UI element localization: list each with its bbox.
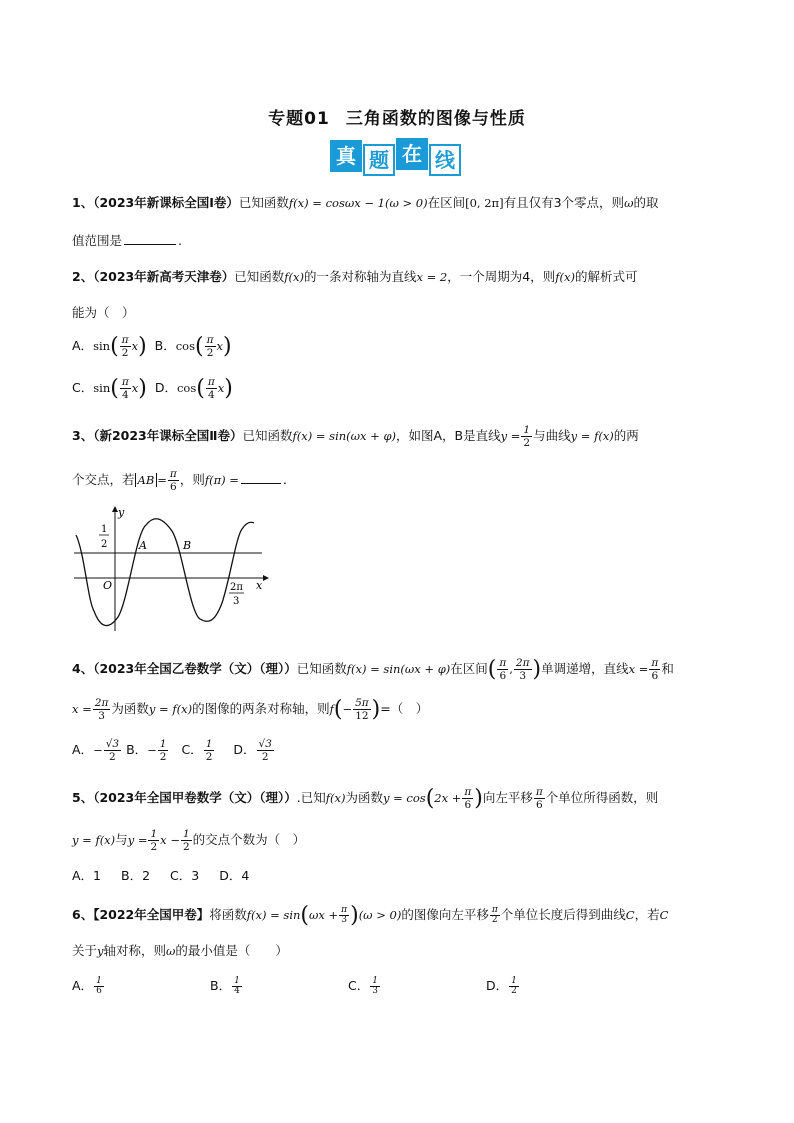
- q5-l2-num: 1: [182, 828, 190, 840]
- q6-inner-den: 3: [341, 915, 347, 925]
- q2-options-row-1: A．sin( $\frac{\pi}{2}$ x) B．cos( $\frac{\pi}{2}$ x): [72, 334, 232, 359]
- q2-number: 2、: [72, 269, 94, 284]
- q2-func: f(x): [284, 270, 304, 284]
- q2-option-b-fn: cos: [175, 339, 195, 353]
- q3-func: f(x) = sin(ωx + φ): [292, 429, 396, 443]
- q6-text-g: 的最小值是（ ）: [175, 943, 288, 958]
- q6-inner: ωx +: [309, 908, 339, 922]
- q4-x1-num: π: [651, 657, 659, 669]
- q5-text-a: .已知: [296, 790, 326, 805]
- q6-shift-den: 2: [491, 915, 498, 925]
- q4-option-b-den: 2: [159, 751, 167, 763]
- q4-text-a: 已知函数: [296, 661, 347, 676]
- q4-option-a-den: 2: [109, 751, 116, 763]
- q2-option-a-num: π: [121, 334, 129, 346]
- q4-option-b-num: 1: [159, 738, 167, 750]
- graph-tick-num: 2π: [230, 582, 243, 593]
- q1-text-b: 在区间: [427, 195, 466, 210]
- q4-interval-2-den: 3: [519, 670, 527, 682]
- q4-number: 4、: [72, 661, 94, 676]
- q6-func: f(x) = sin: [246, 908, 301, 922]
- q4-option-d-label[interactable]: D．: [233, 742, 256, 757]
- q5-inner-den: 6: [464, 799, 472, 811]
- q3-text-e: 个交点，若: [72, 472, 135, 487]
- q5-options: [72, 866, 249, 884]
- q4-text-g: =（ ）: [380, 701, 429, 716]
- q6-option-a-label: A．: [72, 978, 94, 993]
- graph-tick-den: 3: [233, 596, 240, 607]
- q4-option-a-sign: −: [93, 743, 103, 757]
- q5-number: 5、: [72, 790, 94, 805]
- q3-text-b: ，如图A，B是直线: [395, 428, 501, 443]
- q2-text-d: 的解析式可: [574, 269, 638, 284]
- title-prefix: 专题01: [268, 109, 330, 129]
- q6-y: y: [97, 944, 104, 958]
- q4-text-b: 在区间: [450, 661, 488, 676]
- q3-ab: AB: [135, 473, 158, 487]
- q5-text-f: 的交点个数为（ ）: [192, 832, 306, 847]
- q1-number: 1、: [72, 195, 94, 210]
- q5-y: y = cos: [382, 791, 426, 805]
- q1-text-d: 的取: [633, 195, 659, 210]
- q1-omega: ω: [624, 196, 634, 210]
- q4-f: f: [329, 702, 334, 716]
- q4-option-b-label[interactable]: B．: [126, 742, 148, 757]
- q2-option-c-x: x: [131, 381, 139, 395]
- q6-text-d: ，若: [634, 907, 660, 922]
- q6-option-b[interactable]: [210, 976, 243, 996]
- q3-source: （新2023年课标全国Ⅱ卷）: [93, 428, 243, 443]
- q6-text-a: 将函数: [209, 907, 247, 922]
- question-2-line-2: [72, 303, 135, 321]
- q2-option-a-x: x: [131, 339, 139, 353]
- badge-char-2: 题: [363, 144, 395, 176]
- q3-text-a: 已知函数: [242, 428, 293, 443]
- q6-option-c-label: C．: [348, 978, 370, 993]
- question-3-line-2: [72, 468, 295, 493]
- q2-axis: x = 2: [416, 270, 448, 284]
- q4-arg-sign: −: [342, 702, 353, 716]
- q3-number: 3、: [72, 428, 94, 443]
- q5-option-a[interactable]: A．1: [72, 868, 102, 883]
- q6-option-b-label: B．: [210, 978, 232, 993]
- q4-x2-den: 3: [98, 710, 105, 722]
- question-4-line-1: 4、（2023年全国乙卷数学（文）（理））已知函数f(x) = sin(ωx + φ)在区间( $\frac{\pi}{6}$ , $\frac{2\pi}{3}$ )单调递增，直线x = $\frac{\pi}{6}$ 和: [72, 657, 674, 682]
- q3-sine-graph: [70, 503, 270, 638]
- badge-char-3: 在: [396, 138, 428, 170]
- q6-option-a-den: 6: [96, 986, 102, 996]
- q1-answer-blank[interactable]: [124, 233, 176, 245]
- q1-text-a: 已知函数: [238, 195, 289, 210]
- question-1-line-1: [72, 193, 658, 211]
- q4-source: （2023年全国乙卷数学（文）（理））: [93, 661, 297, 676]
- question-6-line-2: [72, 941, 288, 959]
- q1-func: f(x) = cosωx − 1(ω > 0): [288, 196, 428, 210]
- title-main: 三角函数的图像与性质: [345, 109, 526, 129]
- q6-option-b-den: 4: [234, 986, 240, 996]
- q5-text-b: 为函数: [345, 790, 383, 805]
- q6-option-a[interactable]: [72, 976, 105, 996]
- q2-option-c-fn: sin: [93, 381, 111, 395]
- graph-point-b: B: [183, 539, 192, 552]
- q2-option-b-num: π: [206, 334, 214, 346]
- q6-number: 6、: [72, 907, 94, 922]
- q2-option-b-label[interactable]: B．: [154, 338, 176, 353]
- q2-text-b: 的一条对称轴为直线: [303, 269, 417, 284]
- q4-text-e: 为函数: [111, 701, 149, 716]
- q6-source: 【2022年全国甲卷】: [93, 907, 210, 922]
- q6-omega: ω: [166, 944, 176, 958]
- q2-text-e: 能为（ ）: [72, 305, 135, 320]
- q3-text-d: 的两: [613, 428, 639, 443]
- q2-options-row-2: C．sin( $\frac{\pi}{4}$ x) D．cos( $\frac{\pi}{4}$ x): [72, 376, 233, 401]
- q4-interval-comma: ,: [509, 662, 513, 676]
- q5-curve: y = f(x): [72, 833, 116, 847]
- q4-arg-den: 12: [355, 710, 369, 722]
- q4-option-a-num: √3: [105, 738, 120, 750]
- q6-text-b: 的图像向左平移: [401, 907, 489, 922]
- q5-text-d: 个单位所得函数，则: [545, 790, 659, 805]
- q2-option-c-den: 4: [121, 389, 129, 401]
- q3-curve: y = f(x): [570, 429, 614, 443]
- badge-char-1: 真: [330, 140, 362, 172]
- page-title: [0, 104, 794, 129]
- q4-arg-num: 5π: [355, 697, 369, 709]
- q5-l-den: 2: [150, 841, 158, 853]
- graph-x-label: x: [256, 579, 263, 592]
- q5-option-c[interactable]: C．3: [170, 868, 200, 883]
- q5-l-num: 1: [150, 828, 158, 840]
- graph-point-a: A: [139, 539, 147, 552]
- question-5-line-1: 5、（2023年全国甲卷数学（文）（理））.已知f(x)为函数y = cos(2x + $\frac{\pi}{6}$ )向左平移 $\frac{\pi}{6}$ 个单位所得函数，则: [72, 786, 659, 811]
- q4-options: [72, 738, 275, 763]
- q4-option-d-den: 2: [261, 751, 269, 763]
- q6-option-d-num: 1: [511, 976, 517, 986]
- q4-x2: x =: [72, 702, 92, 716]
- q2-text-a: 已知函数: [234, 269, 285, 284]
- q4-interval-2-num: 2π: [515, 657, 530, 669]
- graph-origin-label: O: [103, 579, 113, 592]
- q2-option-a-fn: sin: [93, 339, 111, 353]
- q4-text-c: 单调递增，直线: [541, 661, 629, 676]
- q5-shift-num: π: [535, 786, 543, 798]
- q2-source: （2023年新高考天津卷）: [93, 269, 235, 284]
- q2-option-b-x: x: [216, 339, 223, 353]
- q4-text-d: 和: [661, 661, 674, 676]
- q4-option-b-sign: −: [147, 743, 157, 757]
- q5-text-e: 与: [115, 832, 128, 847]
- question-6-line-1: 6、【2022年全国甲卷】将函数f(x) = sin(ωx + $\frac{\pi}{3}$ )(ω > 0)的图像向左平移 $\frac{\pi}{2}$ 个单位长度后得到曲线C，若C: [72, 903, 669, 928]
- q2-option-d-num: π: [207, 376, 215, 388]
- q5-func: f(x): [325, 791, 346, 805]
- q2-option-d-label[interactable]: D．: [154, 380, 177, 395]
- q3-ab-num: π: [169, 468, 177, 480]
- q3-text-f: ，则: [179, 472, 205, 487]
- q3-line-num: 1: [523, 424, 531, 436]
- q6-option-c-num: 1: [372, 976, 378, 986]
- q4-curve: y = f(x): [148, 702, 193, 716]
- q4-x2-num: 2π: [94, 697, 109, 709]
- q6-option-c-den: 3: [372, 986, 378, 996]
- graph-half-den: 2: [101, 539, 108, 550]
- q3-fpi: f(π) =: [204, 473, 239, 487]
- q6-option-d-den: 2: [511, 986, 517, 996]
- q5-shift-den: 6: [536, 799, 543, 811]
- q4-option-c-num: 1: [205, 738, 213, 750]
- q6-c: C: [625, 908, 635, 922]
- badge-char-4: 线: [429, 144, 461, 176]
- q6-c2: C: [659, 908, 669, 922]
- q5-l2-den: 2: [182, 841, 190, 853]
- q5-l-x: x −: [160, 833, 180, 847]
- q3-text-c: 与曲线: [533, 428, 571, 443]
- q1-source: （2023年新课标全国Ⅰ卷）: [93, 195, 239, 210]
- q4-option-c-label[interactable]: C．: [181, 742, 203, 757]
- q1-text-c: 有且仅有3个零点，则: [503, 195, 625, 210]
- q2-option-d-x: x: [217, 381, 225, 395]
- q5-option-d[interactable]: D．4: [219, 868, 250, 883]
- q4-interval-1-den: 6: [499, 670, 507, 682]
- question-3-line-1: [72, 424, 639, 449]
- q2-option-b-den: 2: [206, 347, 214, 359]
- q1-text-f: .: [178, 233, 182, 248]
- q2-option-c-label[interactable]: C．: [72, 380, 94, 395]
- q6-inner-num: π: [341, 905, 348, 915]
- q5-option-b[interactable]: B．2: [121, 868, 151, 883]
- q6-option-c[interactable]: [348, 976, 381, 996]
- q6-option-b-num: 1: [234, 976, 240, 986]
- question-1-line-2: [72, 231, 182, 249]
- q2-option-a-label[interactable]: A．: [72, 338, 94, 353]
- q3-line-den: 2: [523, 437, 531, 449]
- q6-text-f: 轴对称，则: [103, 943, 167, 958]
- q6-option-a-num: 1: [96, 976, 102, 986]
- q6-text-e: 关于: [72, 943, 98, 958]
- graph-y-label: y: [118, 506, 125, 519]
- q5-inner-num: π: [464, 786, 472, 798]
- q3-answer-blank[interactable]: [241, 472, 281, 484]
- q5-inner: 2x +: [434, 791, 462, 805]
- q3-ab-den: 6: [170, 481, 177, 493]
- question-5-line-2: [72, 828, 305, 853]
- q5-text-c: 向左平移: [482, 790, 533, 805]
- graph-half-num: 1: [101, 524, 108, 535]
- q4-option-a-label[interactable]: A．: [72, 742, 94, 757]
- q2-option-d-fn: cos: [176, 381, 197, 395]
- q4-x1-den: 6: [651, 670, 659, 682]
- q6-text-c: 个单位长度后得到曲线: [500, 907, 626, 922]
- q2-option-d-den: 4: [207, 389, 215, 401]
- q6-option-d[interactable]: [486, 976, 520, 996]
- q6-shift-num: π: [491, 905, 498, 915]
- x-axis-arrow-icon: [263, 575, 269, 581]
- q4-interval-1-num: π: [499, 657, 507, 669]
- q4-x1: x =: [628, 662, 649, 676]
- q6-cond: (ω > 0): [358, 908, 402, 922]
- q2-option-a-den: 2: [121, 347, 129, 359]
- q4-option-c-den: 2: [205, 751, 213, 763]
- q4-option-d-num: √3: [258, 738, 272, 750]
- q5-source: （2023年全国甲卷数学（文）（理））: [93, 790, 297, 805]
- q2-func-2: f(x): [555, 270, 575, 284]
- q1-text-e: 值范围是: [72, 233, 123, 248]
- q3-eq: =: [157, 473, 167, 487]
- question-4-line-2: x = $\frac{2\pi}{3}$ 为函数y = f(x)的图像的两条对称轴，则f(− $\frac{5\pi}{12}$ )=（ ）: [72, 697, 429, 722]
- q6-option-d-label: D．: [486, 978, 509, 993]
- q4-text-f: 的图像的两条对称轴，则: [192, 701, 330, 716]
- q1-interval: [0, 2π]: [465, 196, 504, 210]
- q5-line-y: y =: [127, 833, 148, 847]
- q4-func: f(x) = sin(ωx + φ): [346, 662, 451, 676]
- q3-text-g: ．: [282, 472, 296, 487]
- q3-line-lhs: y =: [500, 429, 521, 443]
- q2-option-c-num: π: [121, 376, 129, 388]
- question-2-line-1: [72, 267, 637, 285]
- q2-text-c: ，一个周期为4，则: [447, 269, 556, 284]
